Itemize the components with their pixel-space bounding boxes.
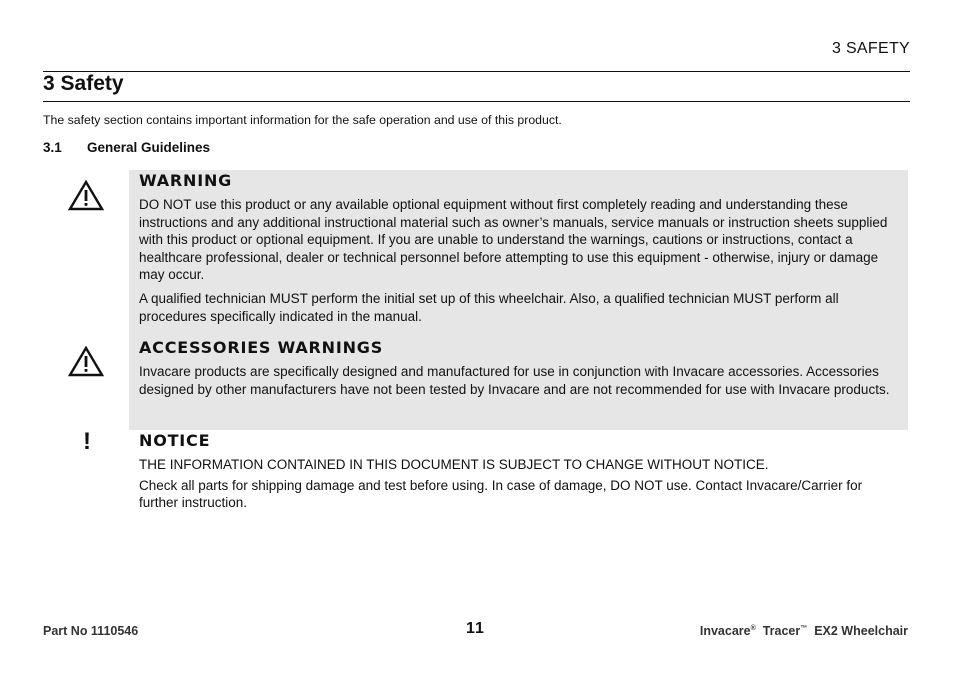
footer-product-name [700, 624, 908, 638]
accessories-warning-paragraph: Invacare products are specifically designed and manufactured for use in conjunction with Invacare accessories. Accessories designed by other manufacturers have not been tested by Invacare and are not recommended for use with Invacare products. [139, 364, 890, 397]
notice-block [139, 431, 899, 518]
footer-part-number: Part No 1110546 [43, 624, 139, 638]
warning-paragraph: A qualified technician MUST perform the initial set up of this wheelchair. Also, a qualified technician MUST perform all procedures specifically indicated in the manual. [139, 290, 839, 324]
warning-triangle-icon [68, 180, 104, 211]
running-head: 3 SAFETY [832, 40, 910, 57]
warning-paragraph: DO NOT use this product or any available optional equipment without first completely reading and understanding these instructions and any additional instructional material such as owner’s manuals, service manuals or instruction sheets supplied with this product or optional equipment. If you are unable to understand the warnings, cautions or instructions, contact a healthcare professional, dealer or technical personnel before attempting to use this equipment - otherwise, injury or damage may occur. [139, 197, 888, 283]
subsection-title: General Guidelines [87, 140, 211, 155]
registered-mark: ® [750, 624, 756, 632]
title-top-rule [43, 71, 910, 72]
notice-title: NOTICE [139, 431, 211, 450]
footer-product: Tracer [762, 624, 801, 638]
notice-paragraph: THE INFORMATION CONTAINED IN THIS DOCUMENT IS SUBJECT TO CHANGE WITHOUT NOTICE. [139, 457, 769, 472]
section-intro: The safety section contains important information for the safe operation and use of this product. [43, 113, 562, 127]
page-number: 11 [466, 620, 485, 637]
trademark-mark: ™ [800, 624, 808, 632]
section-title: 3 Safety [43, 72, 124, 95]
accessories-warning-block [139, 338, 899, 404]
accessories-warning-title: ACCESSORIES WARNINGS [139, 338, 384, 357]
exclamation-icon: ! [83, 428, 91, 455]
footer-brand: Invacare [699, 624, 751, 638]
subsection-heading [43, 140, 210, 155]
footer-model: EX2 Wheelchair [814, 624, 908, 638]
warning-title: WARNING [139, 171, 233, 190]
title-bottom-rule [43, 101, 910, 102]
subsection-number: 3.1 [43, 140, 62, 155]
notice-paragraph: Check all parts for shipping damage and test before using. In case of damage, DO NOT use. Contact Invacare/Carrier for further instruction. [139, 477, 863, 511]
warning-triangle-icon [68, 346, 104, 377]
warning-block [139, 171, 899, 331]
